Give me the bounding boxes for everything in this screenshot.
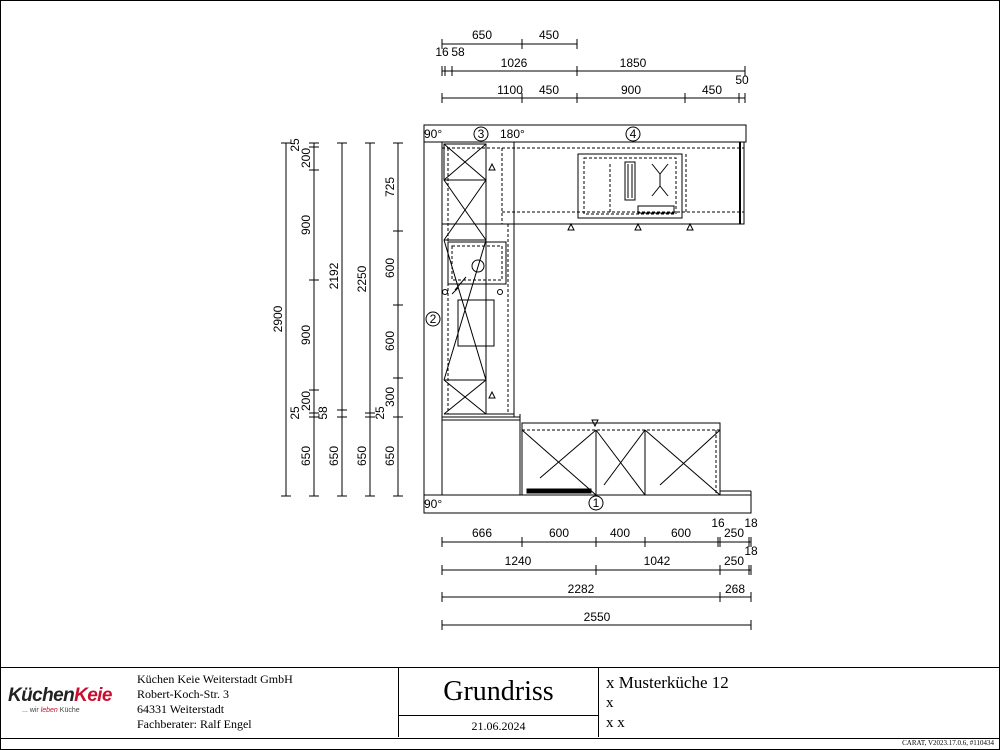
dim-label: 666 — [471, 526, 493, 540]
dim-label: 650 — [383, 445, 397, 467]
logo-brand-a: Küchen — [8, 685, 75, 706]
dim-label: 400 — [609, 526, 631, 540]
logo-slogan-b: leben — [40, 707, 58, 714]
angle-label: 180° — [500, 127, 525, 141]
hob — [578, 154, 682, 218]
dim-label: 650 — [355, 445, 369, 467]
top-dimensions — [442, 39, 745, 103]
dim-label: 25 — [373, 406, 387, 420]
dim-label: 2282 — [567, 582, 595, 596]
dim-label: 725 — [383, 176, 397, 198]
logo-slogan-c: Küche — [59, 707, 80, 714]
kitchen-units — [442, 142, 744, 495]
dim-label: 450 — [538, 28, 560, 42]
dim-label: 900 — [620, 83, 642, 97]
dim-label: 18 — [744, 544, 758, 558]
drawing-title: Grundriss — [443, 676, 554, 707]
dim-label: 600 — [548, 526, 570, 540]
company-city: 64331 Weiterstadt — [137, 702, 225, 716]
top-dimension-labels — [435, 28, 749, 97]
title-block — [0, 667, 1000, 739]
dim-label: 25 — [288, 138, 302, 152]
dim-label: 1850 — [619, 56, 647, 70]
dim-label: 2250 — [355, 265, 369, 293]
dim-label: 2550 — [583, 610, 611, 624]
drawing-title-box — [398, 668, 599, 716]
dim-label: 1240 — [504, 554, 532, 568]
wall-top — [424, 125, 746, 142]
dim-label: 600 — [383, 330, 397, 352]
dim-label: 450 — [701, 83, 723, 97]
wall-bottom — [424, 495, 751, 513]
drainer — [458, 300, 494, 346]
dim-label: 1042 — [643, 554, 671, 568]
company-address — [137, 672, 293, 732]
company-logo — [8, 686, 130, 726]
wall-marker-label: 4 — [629, 127, 637, 141]
wall-labels — [424, 127, 640, 511]
project-line-2: x — [606, 695, 614, 711]
dim-label: 450 — [538, 83, 560, 97]
dim-label: 2900 — [271, 305, 285, 333]
logo-brand-b: Keie — [74, 685, 112, 706]
dim-label: 900 — [299, 324, 313, 346]
plinth-vent — [527, 489, 591, 493]
dim-label: 58 — [451, 45, 465, 59]
dim-label: 25 — [288, 406, 302, 420]
company-street: Robert-Koch-Str. 3 — [137, 687, 229, 701]
dim-label: 18 — [744, 516, 758, 530]
project-info — [606, 673, 729, 733]
dim-label: 650 — [299, 445, 313, 467]
wall-marker-label: 3 — [477, 127, 485, 141]
project-line-1: x Musterküche 12 — [606, 673, 729, 692]
dim-label: 600 — [383, 257, 397, 279]
company-advisor: Fachberater: Ralf Engel — [137, 717, 252, 731]
dim-label: 2192 — [327, 262, 341, 290]
wall-marker-label: 1 — [592, 496, 600, 510]
dim-label: 1100 — [497, 83, 523, 97]
project-line-3: x x — [606, 715, 625, 731]
dim-label: 650 — [471, 28, 493, 42]
dim-label: 200 — [299, 390, 313, 412]
drawing-border — [1, 1, 1000, 750]
dim-label: 250 — [723, 526, 745, 540]
dim-label: 58 — [316, 406, 330, 420]
bottom-run-counter — [522, 423, 720, 495]
dim-label: 300 — [383, 386, 397, 408]
dim-label: 16 — [435, 45, 449, 59]
sink-bowl — [448, 242, 506, 284]
dim-label: 650 — [327, 445, 341, 467]
dim-label: 50 — [735, 73, 749, 87]
left-dimension-labels — [271, 138, 397, 466]
dim-label: 900 — [299, 214, 313, 236]
angle-label: 90° — [424, 127, 443, 141]
dim-label: 200 — [299, 147, 313, 169]
wall-marker-label: 2 — [429, 312, 437, 326]
corner-block — [442, 420, 520, 495]
dim-label: 600 — [670, 526, 692, 540]
company-name: Küchen Keie Weiterstadt GmbH — [137, 672, 293, 686]
walls — [424, 125, 751, 513]
software-version: CARAT, V2023.17.0.6, #110434 — [902, 739, 994, 747]
angle-label: 90° — [424, 497, 443, 511]
drawing-date: 21.06.2024 — [398, 716, 599, 737]
dim-label: 250 — [723, 554, 745, 568]
dim-label: 268 — [724, 582, 746, 596]
dim-label: 16 — [711, 516, 725, 530]
dim-label: 1026 — [500, 56, 528, 70]
logo-slogan-a: ... wir — [22, 707, 39, 714]
